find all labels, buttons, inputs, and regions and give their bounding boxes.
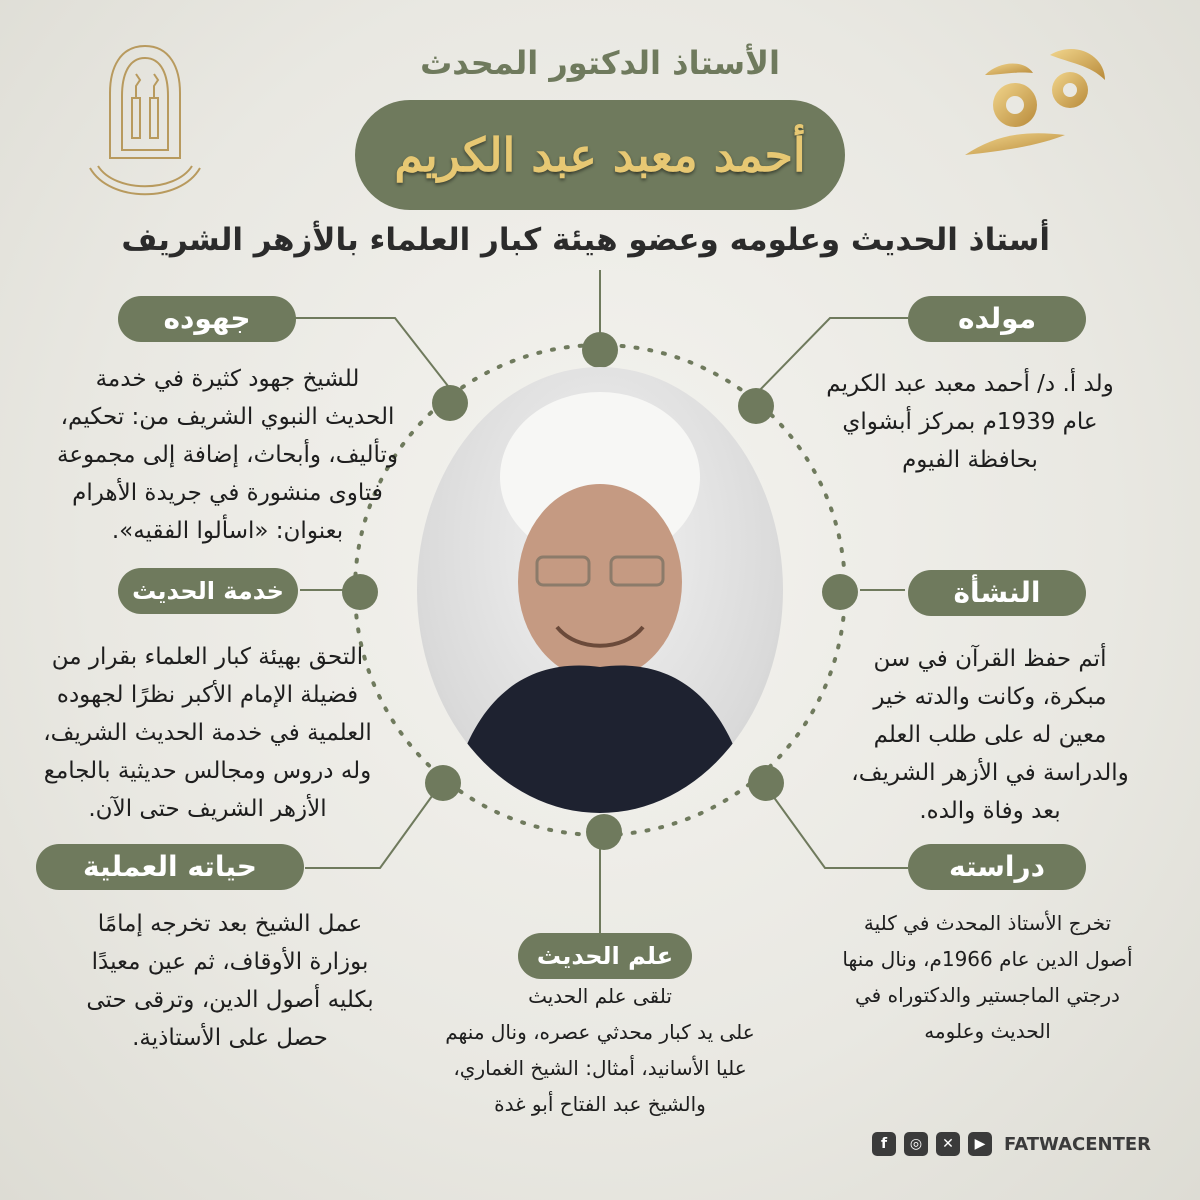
- scholar-name: أحمد معبد عبد الكريم: [394, 128, 806, 182]
- wasata-calligraphy-logo: [955, 35, 1125, 175]
- text-hadith-science: تلقى علم الحديث على يد كبار محدثي عصره، ونال منهم عليا الأسانيد، أمثال: الشيخ الغماري، والشيخ عبد الفتاح أبو غدة: [445, 984, 755, 1116]
- heading-study: دراسته: [908, 844, 1086, 890]
- heading-efforts: جهوده: [118, 296, 296, 342]
- dot-upbringing: [822, 574, 858, 610]
- heading-hadith-service: خدمة الحديث: [118, 568, 298, 614]
- text-upbringing: أتم حفظ القرآن في سن مبكرة، وكانت والدته خير معين له على طلب العلم والدراسة في الأزهر الشريف، بعد وفاة والده.: [851, 646, 1129, 824]
- header-subtitle: أستاذ الحديث وعلومه وعضو هيئة كبار العلماء بالأزهر الشريف: [121, 222, 1050, 258]
- text-study: تخرج الأستاذ المحدث في كلية أصول الدين عام 1966م، ونال منها درجتي الماجستير والدكتوراه في الحديث وعلومه: [842, 911, 1133, 1043]
- dot-study: [748, 765, 784, 801]
- text-efforts: للشيخ جهود كثيرة في خدمة الحديث النبوي الشريف من: تحكيم، وتأليف، وأبحاث، إضافة إلى مجموعة فتاوى منشورة في جريدة الأهرام بعنوان: «اسألوا الفقيه».: [57, 366, 398, 544]
- heading-career: حياته العملية: [36, 844, 304, 890]
- social-footer: [872, 1132, 1151, 1156]
- dot-efforts: [432, 385, 468, 421]
- dot-career: [425, 765, 461, 801]
- header-title: الأستاذ الدكتور المحدث: [420, 44, 780, 82]
- heading-birth: مولده: [908, 296, 1086, 342]
- text-hadith-service: التحق بهيئة كبار العلماء بقرار من فضيلة الإمام الأكبر نظرًا لجهوده العلمية في خدمة الحديث الشريف، وله دروس ومجالس حديثية بالجامع الأزهر الشريف حتى الآن.: [43, 644, 372, 822]
- x-icon[interactable]: ✕: [936, 1132, 960, 1156]
- instagram-icon[interactable]: ◎: [904, 1132, 928, 1156]
- face-shape: [518, 484, 682, 680]
- facebook-icon[interactable]: f: [872, 1132, 896, 1156]
- name-banner: [355, 100, 845, 210]
- dot-top: [582, 332, 618, 368]
- dot-bottom: [586, 814, 622, 850]
- brand-name: FATWACENTER: [1004, 1133, 1152, 1155]
- dot-service: [342, 574, 378, 610]
- dot-birth: [738, 388, 774, 424]
- scholar-portrait: [417, 367, 783, 813]
- youtube-icon[interactable]: ▶: [968, 1132, 992, 1156]
- text-birth: ولد أ. د/ أحمد معبد عبد الكريم عام 1939م بمركز أبشواي بحافظة الفيوم: [826, 371, 1114, 473]
- azhar-seal-logo: [80, 38, 210, 213]
- heading-upbringing: النشأة: [908, 570, 1086, 616]
- text-career: عمل الشيخ بعد تخرجه إمامًا بوزارة الأوقاف، ثم عين معيدًا بكليه أصول الدين، وترقى حتى حصل على الأستاذية.: [86, 911, 374, 1051]
- heading-hadith-science: علم الحديث: [518, 933, 692, 979]
